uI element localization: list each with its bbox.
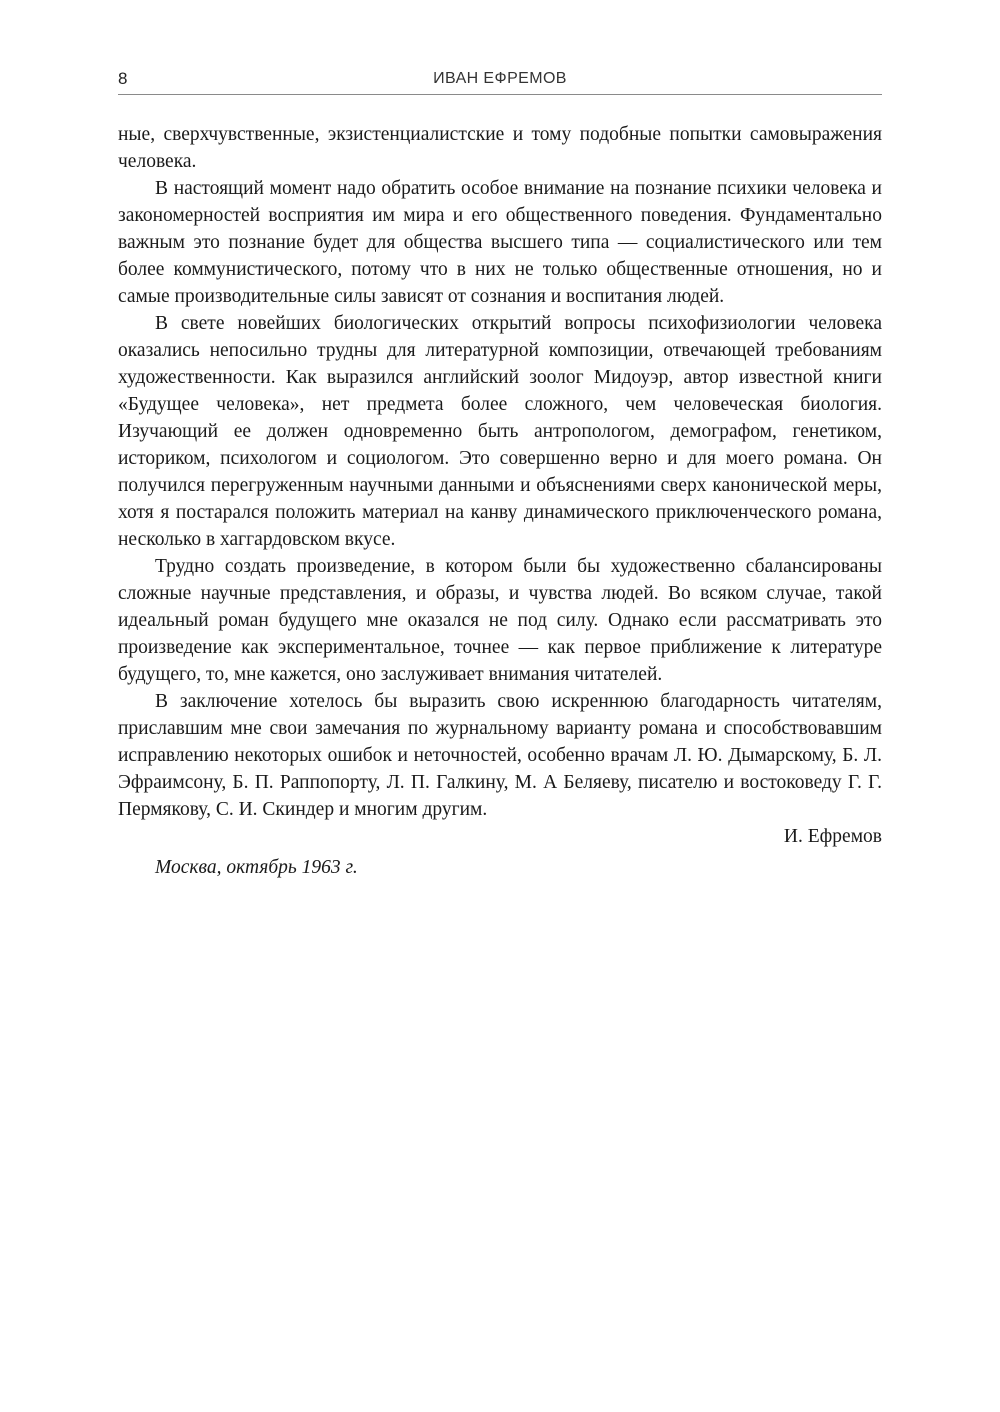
author-signature: И. Ефремов (783, 826, 882, 847)
paragraph: Трудно создать произведение, в котором были бы художественно сбалансированы сложные научные представления, и образы, и чувства людей. Во всяком случае, такой идеальный роман будущего мне оказался не под силу. Однако если рассматривать это произведение как экспериментальное, точнее — как первое приближение к литературе будущего, то, мне кажется, оно заслуживает внимания читателей. (118, 556, 882, 685)
paragraph: В настоящий момент надо обратить особое внимание на познание психики человека и закономерностей восприятия им мира и его общественного поведения. Фундаментально важным это познание будет для общества высшего типа — социалистического или тем более коммунистического, потому что в них не только общественные отношения, но и самые производительные силы зависят от сознания и воспитания людей. (118, 178, 882, 307)
running-header (118, 68, 882, 95)
body-text (118, 121, 882, 881)
running-title: ИВАН ЕФРЕМОВ (433, 70, 567, 87)
paragraph: В заключение хотелось бы выразить свою искреннюю благодарность читателям, приславшим мне свои замечания по журнальному варианту романа и способствовавшим исправлению некоторых ошибок и неточностей, особенно врачам Л. Ю. Дымарскому, Б. Л. Эфраимсону, Б. П. Раппопорту, Л. П. Галкину, М. А Беляеву, писателю и востоковеду Г. Г. Пермякову, С. И. Скиндер и многим другим. (118, 691, 882, 820)
page-number: 8 (118, 69, 128, 88)
dateline: Москва, октябрь 1963 г. (155, 857, 358, 878)
paragraph: В свете новейших биологических открытий вопросы психофизиологии человека оказались непосильно трудны для литературной композиции, отвечающей требованиям художественности. Как выразился английский зоолог Мидоуэр, автор известной книги «Будущее человека», нет предмета более сложного, чем человеческая биология. Изучающий ее должен одновременно быть антропологом, демографом, генетиком, историком, психологом и социологом. Это совершенно верно и для моего романа. Он получился перегруженным научными данными и объяснениями сверх канонической меры, хотя я постарался положить материал на канву динамического приключенческого романа, несколько в хаггардовском вкусе. (118, 313, 882, 550)
paragraph: ные, сверхчувственные, экзистенциалистские и тому подобные попытки самовыражения человека. (118, 124, 882, 172)
